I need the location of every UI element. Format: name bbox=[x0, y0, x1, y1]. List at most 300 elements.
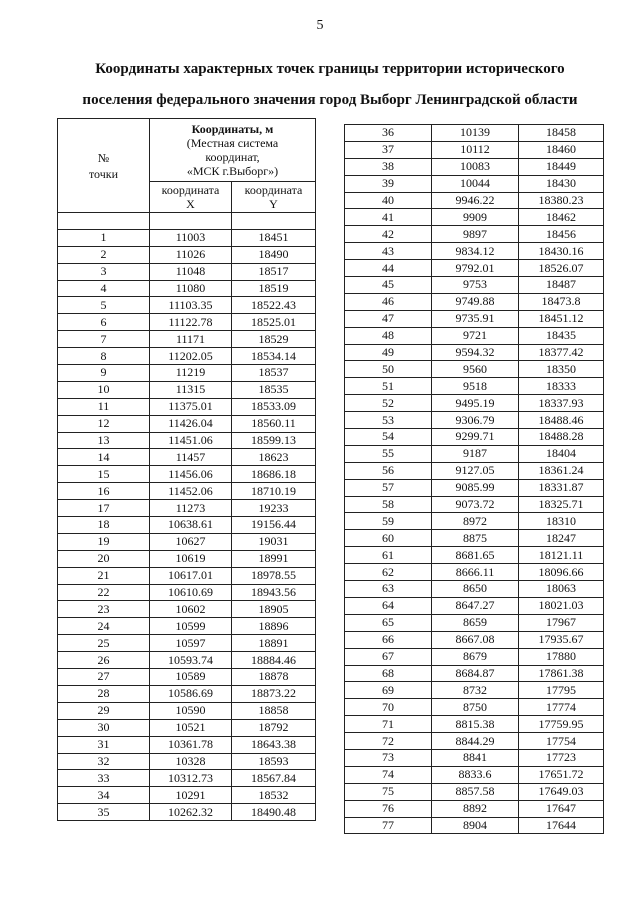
y-coordinate-cell: 18710.19 bbox=[232, 483, 316, 500]
point-number-cell: 12 bbox=[58, 415, 150, 432]
point-number-cell: 69 bbox=[345, 682, 432, 699]
y-coordinate-cell: 17880 bbox=[519, 648, 604, 665]
table-row bbox=[345, 682, 604, 699]
table-row bbox=[58, 365, 316, 382]
x-coordinate-cell: 9518 bbox=[432, 378, 519, 395]
table-row bbox=[58, 550, 316, 567]
table-row bbox=[345, 817, 604, 834]
x-coordinate-cell: 9749.88 bbox=[432, 293, 519, 310]
point-number-cell: 66 bbox=[345, 631, 432, 648]
x-coordinate-cell: 11122.78 bbox=[150, 314, 232, 331]
y-coordinate-cell: 18686.18 bbox=[232, 466, 316, 483]
y-coordinate-header bbox=[232, 182, 316, 213]
y-coordinate-cell: 18337.93 bbox=[519, 395, 604, 412]
coordinates-table-left bbox=[57, 118, 316, 821]
point-number-cell: 13 bbox=[58, 432, 150, 449]
point-number-cell: 47 bbox=[345, 310, 432, 327]
table-row bbox=[345, 513, 604, 530]
y-coordinate-cell: 18449 bbox=[519, 158, 604, 175]
y-header-line-1: координата bbox=[244, 183, 303, 197]
y-coordinate-cell: 18519 bbox=[232, 280, 316, 297]
table-row bbox=[345, 665, 604, 682]
table-row bbox=[58, 263, 316, 280]
x-coordinate-cell: 8659 bbox=[432, 614, 519, 631]
point-number-cell: 31 bbox=[58, 736, 150, 753]
x-coordinate-cell: 9834.12 bbox=[432, 243, 519, 260]
y-coordinate-cell: 18310 bbox=[519, 513, 604, 530]
table-row bbox=[58, 804, 316, 821]
x-coordinate-cell: 11426.04 bbox=[150, 415, 232, 432]
point-number-cell: 16 bbox=[58, 483, 150, 500]
point-number-cell: 58 bbox=[345, 496, 432, 513]
point-number-cell: 28 bbox=[58, 685, 150, 702]
point-number-cell: 50 bbox=[345, 361, 432, 378]
right-table-body bbox=[345, 125, 604, 834]
y-coordinate-cell: 18487 bbox=[519, 277, 604, 294]
x-coordinate-cell: 11080 bbox=[150, 280, 232, 297]
x-coordinate-cell: 8892 bbox=[432, 800, 519, 817]
empty-spacer-row bbox=[58, 213, 316, 230]
table-row bbox=[345, 766, 604, 783]
x-coordinate-cell: 11048 bbox=[150, 263, 232, 280]
point-number-cell: 27 bbox=[58, 669, 150, 686]
y-coordinate-cell: 18593 bbox=[232, 753, 316, 770]
x-coordinate-cell: 10361.78 bbox=[150, 736, 232, 753]
y-coordinate-cell: 18873.22 bbox=[232, 685, 316, 702]
left-table-body bbox=[58, 229, 316, 820]
table-row bbox=[58, 702, 316, 719]
x-coordinate-cell: 9560 bbox=[432, 361, 519, 378]
table-row bbox=[345, 445, 604, 462]
point-number-cell: 6 bbox=[58, 314, 150, 331]
x-coordinate-cell: 8972 bbox=[432, 513, 519, 530]
x-coordinate-cell: 11103.35 bbox=[150, 297, 232, 314]
y-coordinate-cell: 18488.46 bbox=[519, 412, 604, 429]
y-coordinate-cell: 18792 bbox=[232, 719, 316, 736]
x-coordinate-cell: 8844.29 bbox=[432, 733, 519, 750]
table-row bbox=[58, 770, 316, 787]
y-coordinate-cell: 18490.48 bbox=[232, 804, 316, 821]
y-coordinate-cell: 18473.8 bbox=[519, 293, 604, 310]
x-coordinate-cell: 9299.71 bbox=[432, 429, 519, 446]
x-coordinate-cell: 10112 bbox=[432, 141, 519, 158]
point-number-cell: 70 bbox=[345, 699, 432, 716]
y-coordinate-cell: 18435 bbox=[519, 327, 604, 344]
y-coordinate-cell: 18331.87 bbox=[519, 479, 604, 496]
table-row bbox=[345, 141, 604, 158]
point-number-cell: 40 bbox=[345, 192, 432, 209]
point-number-cell: 71 bbox=[345, 716, 432, 733]
y-coordinate-cell: 18021.03 bbox=[519, 597, 604, 614]
y-coordinate-cell: 17644 bbox=[519, 817, 604, 834]
table-row bbox=[58, 246, 316, 263]
y-coordinate-cell: 18350 bbox=[519, 361, 604, 378]
y-coordinate-cell: 17774 bbox=[519, 699, 604, 716]
table-row bbox=[345, 716, 604, 733]
table-row bbox=[345, 479, 604, 496]
point-number-cell: 5 bbox=[58, 297, 150, 314]
y-coordinate-cell: 18522.43 bbox=[232, 297, 316, 314]
point-number-cell: 62 bbox=[345, 564, 432, 581]
table-row bbox=[345, 310, 604, 327]
point-number-cell: 54 bbox=[345, 429, 432, 446]
point-number-cell: 74 bbox=[345, 766, 432, 783]
x-header-line-1: координата bbox=[161, 183, 220, 197]
point-number-cell: 25 bbox=[58, 635, 150, 652]
point-number-cell: 38 bbox=[345, 158, 432, 175]
x-coordinate-cell: 9085.99 bbox=[432, 479, 519, 496]
x-coordinate-cell: 10593.74 bbox=[150, 652, 232, 669]
table-row bbox=[58, 331, 316, 348]
point-number-cell: 56 bbox=[345, 462, 432, 479]
table-row bbox=[345, 226, 604, 243]
table-row bbox=[345, 648, 604, 665]
x-coordinate-cell: 10638.61 bbox=[150, 517, 232, 534]
table-row bbox=[58, 567, 316, 584]
y-coordinate-cell: 18943.56 bbox=[232, 584, 316, 601]
x-coordinate-cell: 8650 bbox=[432, 581, 519, 598]
table-row bbox=[58, 652, 316, 669]
y-coordinate-cell: 18460 bbox=[519, 141, 604, 158]
table-row bbox=[58, 685, 316, 702]
y-coordinate-cell: 17647 bbox=[519, 800, 604, 817]
point-number-cell: 3 bbox=[58, 263, 150, 280]
point-number-cell: 65 bbox=[345, 614, 432, 631]
table-row bbox=[58, 381, 316, 398]
x-coordinate-cell: 11456.06 bbox=[150, 466, 232, 483]
y-coordinate-cell: 17967 bbox=[519, 614, 604, 631]
x-coordinate-cell: 8667.08 bbox=[432, 631, 519, 648]
y-coordinate-cell: 18529 bbox=[232, 331, 316, 348]
table-row bbox=[345, 597, 604, 614]
coordinates-header-sub-3: «МСК г.Выборг») bbox=[186, 164, 279, 178]
x-coordinate-cell: 11273 bbox=[150, 500, 232, 517]
y-coordinate-cell: 18096.66 bbox=[519, 564, 604, 581]
point-number-cell: 45 bbox=[345, 277, 432, 294]
y-coordinate-cell: 18567.84 bbox=[232, 770, 316, 787]
x-coordinate-cell: 8875 bbox=[432, 530, 519, 547]
point-number-cell: 22 bbox=[58, 584, 150, 601]
table-row bbox=[58, 500, 316, 517]
y-coordinate-cell: 17935.67 bbox=[519, 631, 604, 648]
x-coordinate-cell: 10590 bbox=[150, 702, 232, 719]
x-coordinate-cell: 9897 bbox=[432, 226, 519, 243]
x-coordinate-cell: 10291 bbox=[150, 787, 232, 804]
point-number-cell: 37 bbox=[345, 141, 432, 158]
table-row bbox=[345, 547, 604, 564]
table-row bbox=[345, 429, 604, 446]
point-number-cell: 4 bbox=[58, 280, 150, 297]
point-number-cell: 7 bbox=[58, 331, 150, 348]
y-coordinate-cell: 18525.01 bbox=[232, 314, 316, 331]
coordinates-header-sub-2: координат, bbox=[205, 150, 260, 164]
table-row bbox=[345, 260, 604, 277]
y-coordinate-cell: 18451 bbox=[232, 229, 316, 246]
table-row bbox=[58, 533, 316, 550]
y-coordinate-cell: 18884.46 bbox=[232, 652, 316, 669]
x-coordinate-cell: 9073.72 bbox=[432, 496, 519, 513]
x-coordinate-cell: 9753 bbox=[432, 277, 519, 294]
point-number-cell: 35 bbox=[58, 804, 150, 821]
x-coordinate-cell: 10083 bbox=[432, 158, 519, 175]
point-number-cell: 26 bbox=[58, 652, 150, 669]
table-row bbox=[345, 462, 604, 479]
y-coordinate-cell: 17651.72 bbox=[519, 766, 604, 783]
coordinates-header-sub-1: (Местная система bbox=[186, 136, 279, 150]
table-row bbox=[58, 517, 316, 534]
table-row bbox=[58, 584, 316, 601]
x-coordinate-cell: 11026 bbox=[150, 246, 232, 263]
x-coordinate-cell: 9735.91 bbox=[432, 310, 519, 327]
x-coordinate-cell: 9594.32 bbox=[432, 344, 519, 361]
x-coordinate-cell: 11375.01 bbox=[150, 398, 232, 415]
x-coordinate-cell: 10627 bbox=[150, 533, 232, 550]
y-coordinate-cell: 18333 bbox=[519, 378, 604, 395]
point-number-cell: 67 bbox=[345, 648, 432, 665]
point-number-cell: 8 bbox=[58, 348, 150, 365]
y-coordinate-cell: 17649.03 bbox=[519, 783, 604, 800]
x-coordinate-cell: 10599 bbox=[150, 618, 232, 635]
table-row bbox=[345, 192, 604, 209]
point-number-cell: 30 bbox=[58, 719, 150, 736]
y-coordinate-cell: 18430 bbox=[519, 175, 604, 192]
point-number-cell: 77 bbox=[345, 817, 432, 834]
point-number-cell: 29 bbox=[58, 702, 150, 719]
x-coordinate-cell: 9127.05 bbox=[432, 462, 519, 479]
point-number-cell: 48 bbox=[345, 327, 432, 344]
point-number-cell: 15 bbox=[58, 466, 150, 483]
point-number-cell: 61 bbox=[345, 547, 432, 564]
table-row bbox=[345, 277, 604, 294]
point-number-cell: 9 bbox=[58, 365, 150, 382]
x-coordinate-cell: 9495.19 bbox=[432, 395, 519, 412]
table-row bbox=[58, 601, 316, 618]
x-coordinate-cell: 8684.87 bbox=[432, 665, 519, 682]
point-number-cell: 63 bbox=[345, 581, 432, 598]
coordinates-table-right bbox=[344, 124, 604, 834]
table-row bbox=[345, 733, 604, 750]
point-number-cell: 57 bbox=[345, 479, 432, 496]
table-row bbox=[345, 631, 604, 648]
point-number-cell: 42 bbox=[345, 226, 432, 243]
y-coordinate-cell: 18532 bbox=[232, 787, 316, 804]
y-coordinate-cell: 18535 bbox=[232, 381, 316, 398]
x-coordinate-cell: 9909 bbox=[432, 209, 519, 226]
table-row bbox=[58, 483, 316, 500]
point-number-cell: 24 bbox=[58, 618, 150, 635]
point-number-cell: 64 bbox=[345, 597, 432, 614]
table-row bbox=[345, 530, 604, 547]
x-coordinate-cell: 8681.65 bbox=[432, 547, 519, 564]
table-row bbox=[345, 699, 604, 716]
y-coordinate-cell: 18361.24 bbox=[519, 462, 604, 479]
coordinates-header bbox=[150, 119, 316, 182]
x-coordinate-cell: 8815.38 bbox=[432, 716, 519, 733]
title-line-2: поселения федерального значения город Выборг Ленинградской области bbox=[82, 92, 578, 108]
table-row bbox=[58, 635, 316, 652]
y-coordinate-cell: 18537 bbox=[232, 365, 316, 382]
table-row bbox=[345, 327, 604, 344]
x-coordinate-cell: 11451.06 bbox=[150, 432, 232, 449]
x-coordinate-cell: 9946.22 bbox=[432, 192, 519, 209]
x-coordinate-header bbox=[150, 182, 232, 213]
point-number-cell: 39 bbox=[345, 175, 432, 192]
point-number-cell: 51 bbox=[345, 378, 432, 395]
table-row bbox=[345, 395, 604, 412]
table-row bbox=[58, 348, 316, 365]
point-number-cell: 32 bbox=[58, 753, 150, 770]
point-number-cell: 55 bbox=[345, 445, 432, 462]
y-coordinate-cell: 18991 bbox=[232, 550, 316, 567]
table-row bbox=[345, 749, 604, 766]
y-coordinate-cell: 18891 bbox=[232, 635, 316, 652]
x-coordinate-cell: 9721 bbox=[432, 327, 519, 344]
x-coordinate-cell: 10044 bbox=[432, 175, 519, 192]
point-number-cell: 14 bbox=[58, 449, 150, 466]
table-row bbox=[58, 398, 316, 415]
table-row bbox=[345, 614, 604, 631]
point-number-cell: 75 bbox=[345, 783, 432, 800]
x-coordinate-cell: 8904 bbox=[432, 817, 519, 834]
x-coordinate-cell: 8732 bbox=[432, 682, 519, 699]
table-row bbox=[345, 158, 604, 175]
x-coordinate-cell: 10610.69 bbox=[150, 584, 232, 601]
point-number-cell: 60 bbox=[345, 530, 432, 547]
point-number-cell: 76 bbox=[345, 800, 432, 817]
point-number-cell: 36 bbox=[345, 125, 432, 142]
table-row bbox=[58, 432, 316, 449]
point-number-cell: 10 bbox=[58, 381, 150, 398]
point-number-cell: 52 bbox=[345, 395, 432, 412]
point-number-cell: 53 bbox=[345, 412, 432, 429]
x-coordinate-cell: 10139 bbox=[432, 125, 519, 142]
table-row bbox=[345, 243, 604, 260]
table-row bbox=[345, 125, 604, 142]
point-number-cell: 2 bbox=[58, 246, 150, 263]
x-coordinate-cell: 8666.11 bbox=[432, 564, 519, 581]
y-coordinate-cell: 18430.16 bbox=[519, 243, 604, 260]
x-coordinate-cell: 10602 bbox=[150, 601, 232, 618]
table-row bbox=[58, 669, 316, 686]
x-coordinate-cell: 10586.69 bbox=[150, 685, 232, 702]
y-header-line-2: Y bbox=[269, 197, 278, 211]
y-coordinate-cell: 18896 bbox=[232, 618, 316, 635]
x-coordinate-cell: 9792.01 bbox=[432, 260, 519, 277]
point-number-cell: 44 bbox=[345, 260, 432, 277]
x-coordinate-cell: 8647.27 bbox=[432, 597, 519, 614]
y-coordinate-cell: 17795 bbox=[519, 682, 604, 699]
point-number-cell: 46 bbox=[345, 293, 432, 310]
y-coordinate-cell: 18121.11 bbox=[519, 547, 604, 564]
y-coordinate-cell: 18247 bbox=[519, 530, 604, 547]
point-number-cell: 41 bbox=[345, 209, 432, 226]
x-coordinate-cell: 9306.79 bbox=[432, 412, 519, 429]
point-number-cell: 73 bbox=[345, 749, 432, 766]
y-coordinate-cell: 18599.13 bbox=[232, 432, 316, 449]
y-coordinate-cell: 18380.23 bbox=[519, 192, 604, 209]
table-row bbox=[58, 736, 316, 753]
spacer-cell bbox=[232, 213, 316, 230]
table-row bbox=[345, 209, 604, 226]
x-coordinate-cell: 10312.73 bbox=[150, 770, 232, 787]
point-number-cell: 1 bbox=[58, 229, 150, 246]
point-number-header-line-1: № bbox=[97, 150, 110, 165]
document-title bbox=[60, 54, 600, 116]
table-row bbox=[58, 753, 316, 770]
x-coordinate-cell: 11202.05 bbox=[150, 348, 232, 365]
table-row bbox=[345, 344, 604, 361]
y-coordinate-cell: 18878 bbox=[232, 669, 316, 686]
table-row bbox=[345, 800, 604, 817]
y-coordinate-cell: 17861.38 bbox=[519, 665, 604, 682]
spacer-cell bbox=[58, 213, 150, 230]
y-coordinate-cell: 18517 bbox=[232, 263, 316, 280]
point-number-cell: 33 bbox=[58, 770, 150, 787]
point-number-cell: 68 bbox=[345, 665, 432, 682]
table-row bbox=[345, 564, 604, 581]
y-coordinate-cell: 19031 bbox=[232, 533, 316, 550]
y-coordinate-cell: 18404 bbox=[519, 445, 604, 462]
y-coordinate-cell: 18488.28 bbox=[519, 429, 604, 446]
x-coordinate-cell: 10521 bbox=[150, 719, 232, 736]
x-coordinate-cell: 9187 bbox=[432, 445, 519, 462]
y-coordinate-cell: 18560.11 bbox=[232, 415, 316, 432]
y-coordinate-cell: 18858 bbox=[232, 702, 316, 719]
point-number-cell: 72 bbox=[345, 733, 432, 750]
x-coordinate-cell: 8833.6 bbox=[432, 766, 519, 783]
y-coordinate-cell: 18526.07 bbox=[519, 260, 604, 277]
x-coordinate-cell: 8679 bbox=[432, 648, 519, 665]
table-row bbox=[58, 415, 316, 432]
y-coordinate-cell: 18451.12 bbox=[519, 310, 604, 327]
x-coordinate-cell: 10619 bbox=[150, 550, 232, 567]
y-coordinate-cell: 17759.95 bbox=[519, 716, 604, 733]
x-coordinate-cell: 11315 bbox=[150, 381, 232, 398]
point-number-cell: 43 bbox=[345, 243, 432, 260]
y-coordinate-cell: 18063 bbox=[519, 581, 604, 598]
table-row bbox=[58, 314, 316, 331]
table-row bbox=[58, 280, 316, 297]
y-coordinate-cell: 18534.14 bbox=[232, 348, 316, 365]
point-number-cell: 23 bbox=[58, 601, 150, 618]
y-coordinate-cell: 17723 bbox=[519, 749, 604, 766]
table-row bbox=[345, 175, 604, 192]
point-number-header-line-2: точки bbox=[88, 166, 119, 181]
table-row bbox=[345, 361, 604, 378]
point-number-cell: 20 bbox=[58, 550, 150, 567]
x-coordinate-cell: 11457 bbox=[150, 449, 232, 466]
x-coordinate-cell: 10328 bbox=[150, 753, 232, 770]
table-row bbox=[58, 618, 316, 635]
table-row bbox=[58, 719, 316, 736]
x-coordinate-cell: 10262.32 bbox=[150, 804, 232, 821]
y-coordinate-cell: 18456 bbox=[519, 226, 604, 243]
x-coordinate-cell: 8750 bbox=[432, 699, 519, 716]
x-coordinate-cell: 11171 bbox=[150, 331, 232, 348]
x-coordinate-cell: 11452.06 bbox=[150, 483, 232, 500]
y-coordinate-cell: 18643.38 bbox=[232, 736, 316, 753]
table-row bbox=[58, 297, 316, 314]
x-coordinate-cell: 8841 bbox=[432, 749, 519, 766]
point-number-cell: 34 bbox=[58, 787, 150, 804]
table-row bbox=[345, 293, 604, 310]
y-coordinate-cell: 18490 bbox=[232, 246, 316, 263]
page-number: 5 bbox=[316, 18, 324, 33]
y-coordinate-cell: 18905 bbox=[232, 601, 316, 618]
y-coordinate-cell: 18325.71 bbox=[519, 496, 604, 513]
title-line-1: Координаты характерных точек границы территории исторического bbox=[95, 61, 565, 77]
y-coordinate-cell: 18533.09 bbox=[232, 398, 316, 415]
